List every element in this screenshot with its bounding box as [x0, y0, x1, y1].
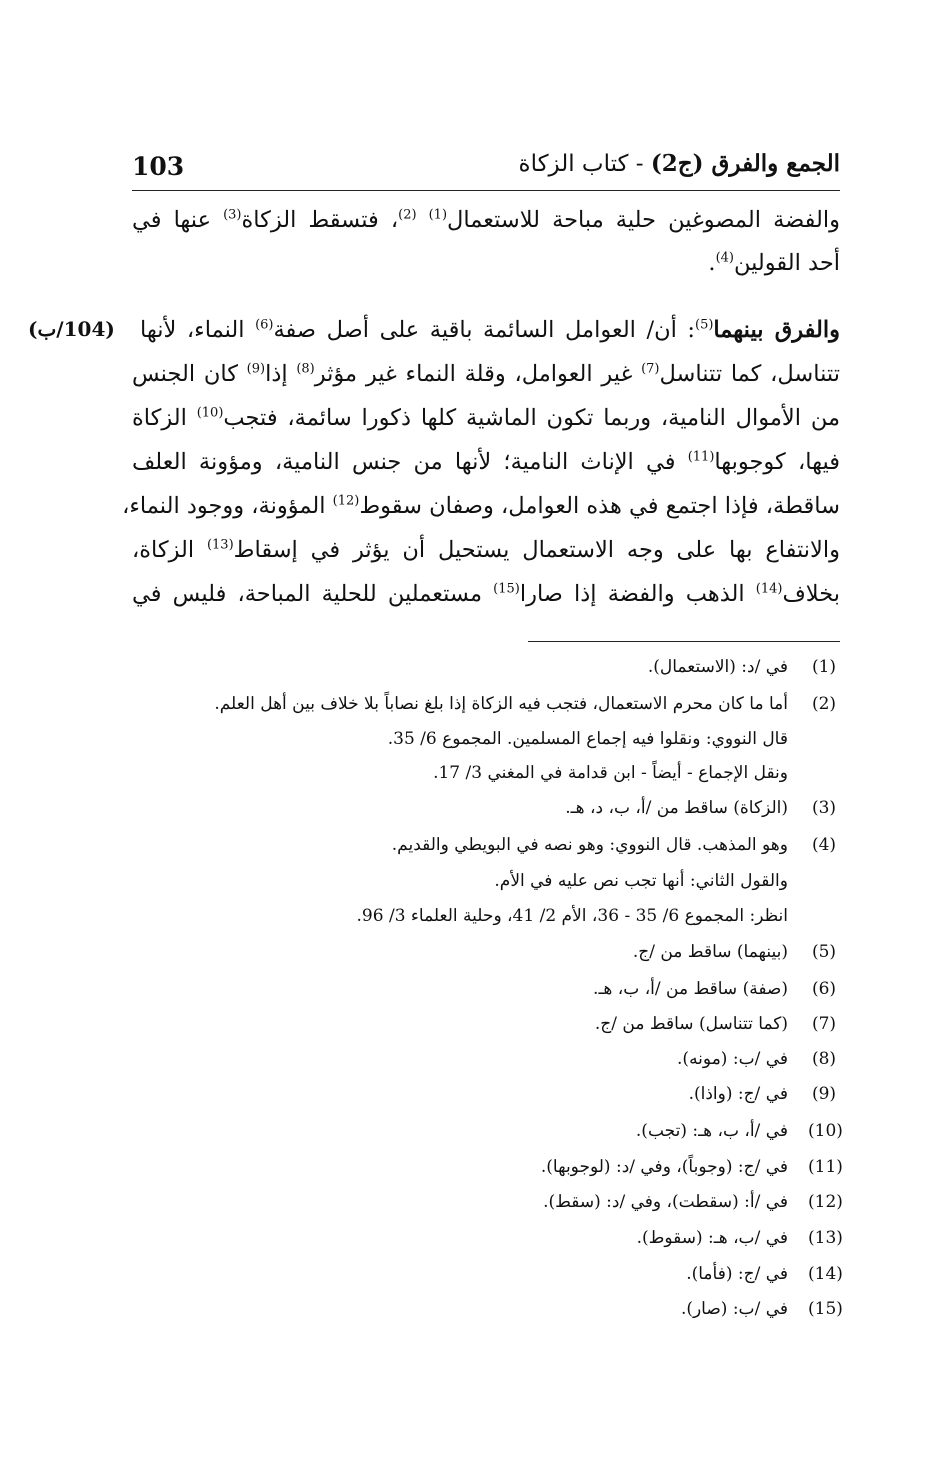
footnote-number: (6) [811, 979, 837, 999]
footnote-number: (4) [811, 835, 837, 855]
text-run: بخلاف [782, 581, 841, 607]
footnote-separator [528, 641, 840, 642]
footnote-ref: (2) [398, 207, 417, 223]
footnote-ref: (11) [687, 449, 715, 465]
footnote-text: (صفة) ساقط من /أ، ب، هـ. [593, 979, 788, 999]
running-title [519, 150, 840, 177]
text-run: مستعملين للحلية المباحة، فليس في [132, 581, 494, 607]
text-run: ساقطة، فإذا اجتمع في هذه العوامل، وصفان سقوط [359, 493, 840, 519]
page-number: 103 [132, 152, 185, 181]
footnote-text: في /ج: (وجوباً)، وفي /د: (لوجوبها). [540, 1157, 788, 1177]
footnote-ref: (14) [755, 581, 783, 597]
footnote-number: (9) [811, 1084, 837, 1104]
footnote-number: (11) [808, 1157, 843, 1177]
chapter-title: كتاب الزكاة [518, 151, 629, 177]
text-run: والفضة المصوغين حلية مباحة للاستعمال [447, 207, 840, 233]
text-run: غير العوامل، وقلة النماء غير مؤثر [314, 361, 642, 387]
paragraph-2-line-5 [122, 493, 840, 519]
text-run: عنها في [132, 207, 224, 233]
paragraph-2-line-4 [132, 449, 840, 475]
footnote-text: (الزكاة) ساقط من /أ، ب، د، هـ. [565, 798, 788, 818]
footnote-number: (2) [811, 694, 837, 714]
text-run: النماء، لأنها [140, 317, 256, 343]
text-run: من الأموال النامية، وربما تكون الماشية كلها ذكورا سائمة، فتجب [223, 405, 841, 431]
footnote-text: في /أ: (سقطت)، وفي /د: (سقط). [543, 1192, 788, 1212]
footnote-number: (10) [808, 1121, 843, 1141]
footnote-text: (بينهما) ساقط من /ج. [632, 942, 788, 962]
paragraph-2-line-3 [132, 405, 840, 431]
folio-marker: (104/ب) [28, 317, 115, 341]
footnote-ref: (10) [196, 405, 224, 421]
footnote-text: في /ب: (مونه). [677, 1049, 788, 1069]
footnote-number: (8) [811, 1049, 837, 1069]
text-run: فيها، كوجوبها [714, 449, 840, 475]
footnote-text: في /ب، هـ: (سقوط). [636, 1228, 788, 1248]
footnote-text: أما ما كان محرم الاستعمال، فتجب فيه الزكاة إذا بلغ نصاباً بلا خلاف بين أهل العلم. [214, 694, 788, 714]
footnote-ref: (12) [332, 493, 360, 509]
footnote-text: في /ج: (فأما). [686, 1264, 788, 1284]
text-run: والانتفاع بها على وجه الاستعمال يستحيل أن يؤثر في إسقاط [233, 537, 840, 563]
footnote-number: (13) [808, 1228, 843, 1248]
text-run: أحد القولين [733, 250, 840, 276]
footnote-ref: (15) [493, 581, 520, 597]
footnote-ref: (1) [428, 207, 448, 223]
footnote-ref: (7) [641, 361, 660, 377]
text-run: ، فتسقط الزكاة [241, 207, 399, 233]
footnote-ref: (5) [695, 317, 714, 333]
paragraph-2-line-6 [132, 537, 840, 563]
footnote-ref: (8) [296, 361, 315, 377]
footnote-number: (12) [808, 1192, 843, 1212]
footnote-text: في /أ، ب، هـ: (تجب). [635, 1121, 788, 1141]
book-title: الجمع والفرق (ج2) [650, 150, 840, 177]
text-run: تتناسل، كما تتناسل [659, 361, 840, 387]
footnote-number: (15) [808, 1299, 843, 1319]
text-run: : أن/ العوامل السائمة باقية على أصل صفة [273, 317, 695, 343]
footnote-ref: (4) [715, 250, 734, 266]
paragraph-2-line-1 [140, 317, 840, 343]
footnote-number: (3) [811, 798, 837, 818]
text-run: إذا [265, 361, 297, 387]
paragraph-1-line-2 [500, 250, 840, 276]
text-run: المؤونة، ووجود النماء، [122, 493, 333, 519]
footnote-text: قال النووي: ونقلوا فيه إجماع المسلمين. المجموع 6/ 35. [387, 729, 788, 749]
footnote-number: (14) [808, 1264, 843, 1284]
paragraph-2-line-7 [132, 581, 840, 607]
text-run: الزكاة، [132, 537, 207, 563]
footnote-text: ونقل الإجماع - أيضاً - ابن قدامة في المغني 3/ 17. [433, 763, 788, 783]
footnote-number: (1) [811, 657, 837, 677]
footnote-ref: (3) [223, 207, 242, 223]
footnote-text: وهو المذهب. قال النووي: وهو نصه في البويطي والقديم. [391, 835, 788, 855]
page-header [132, 150, 840, 191]
footnote-text: في /د: (الاستعمال). [647, 657, 788, 677]
footnote-text: والقول الثاني: أنها تجب نص عليه في الأم. [494, 871, 788, 891]
title-separator: - [628, 151, 651, 177]
lead-phrase: والفرق بينهما [713, 317, 840, 343]
footnote-text: في /ج: (واذا). [688, 1084, 788, 1104]
footnote-ref: (13) [206, 537, 234, 553]
text-run: الزكاة [132, 405, 197, 431]
footnote-text: في /ب: (صار). [680, 1299, 788, 1319]
footnote-ref: (9) [246, 361, 266, 377]
paragraph-2-line-2 [132, 361, 840, 387]
footnote-text: (كما تتناسل) ساقط من /ج. [594, 1014, 788, 1034]
paragraph-1-line-1 [132, 207, 840, 233]
footnote-number: (7) [811, 1014, 837, 1034]
text-run: . [708, 250, 716, 276]
footnote-number: (5) [811, 942, 837, 962]
footnote-text: انظر: المجموع 6/ 35 - 36، الأم 2/ 41، وحلية العلماء 3/ 96. [356, 906, 788, 926]
footnote-ref: (6) [255, 317, 274, 333]
text-run: الذهب والفضة إذا صارا [519, 581, 756, 607]
text-run: كان الجنس [132, 361, 247, 387]
text-run: في الإناث النامية؛ لأنها من جنس النامية، ومؤونة العلف [132, 449, 688, 475]
